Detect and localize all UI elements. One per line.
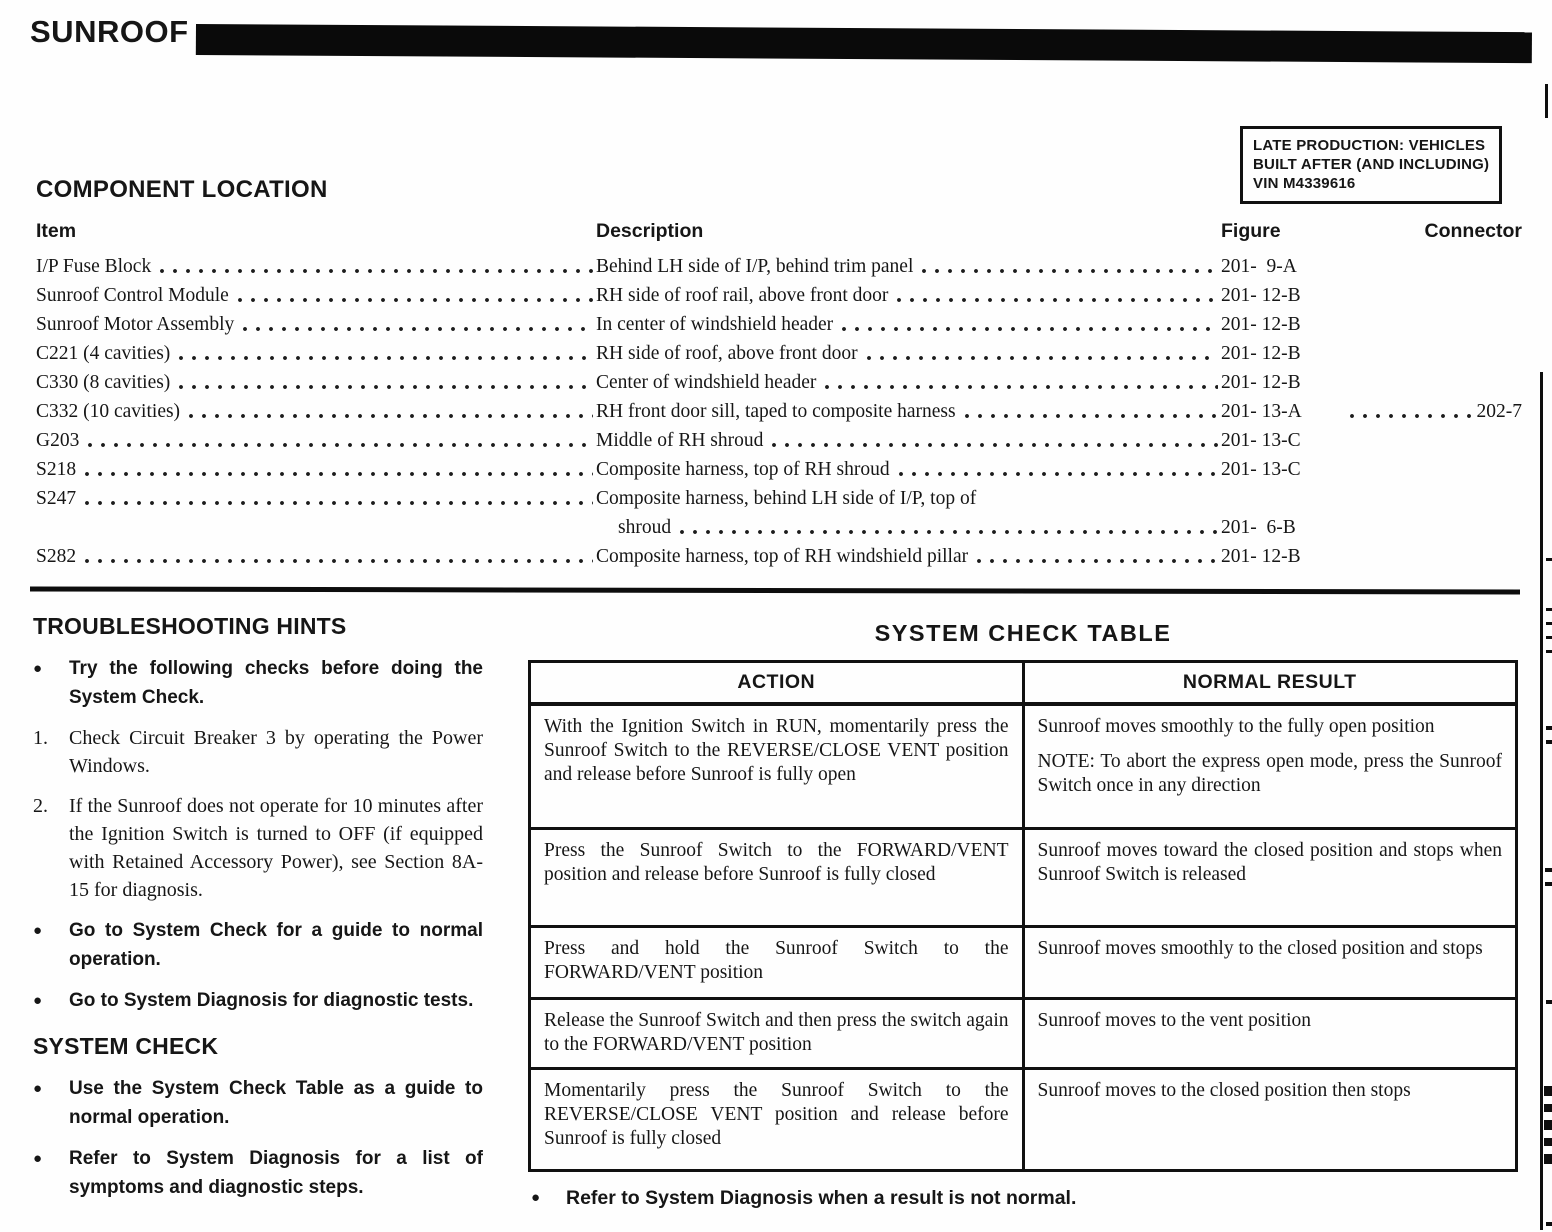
dot-leader	[160, 269, 593, 273]
list-item-text: Use the System Check Table as a guide to normal operation.	[69, 1078, 483, 1128]
bullet-icon: ●	[33, 660, 43, 677]
table-row	[530, 704, 1517, 829]
action-text: Momentarily press the Sunroof Switch to the REVERSE/CLOSE VENT position and release before Sunroof is fully closed	[544, 1080, 1009, 1149]
connector-cell: 202-7	[1476, 401, 1522, 422]
table-row	[530, 927, 1517, 999]
table-footnote	[528, 1187, 1518, 1210]
dot-leader	[772, 443, 1218, 447]
list-item-text: Check Circuit Breaker 3 by operating the Power Windows.	[69, 727, 483, 777]
table-row	[36, 484, 1522, 513]
bullet-icon: ●	[33, 1080, 43, 1097]
dot-leader	[965, 414, 1218, 418]
table-row	[36, 426, 1522, 455]
scan-edge-artifact	[1546, 1000, 1552, 1004]
section-divider	[30, 586, 1520, 594]
action-text: Release the Sunroof Switch and then press the switch again to the FORWARD/VENT position	[544, 1010, 1009, 1055]
description-cell: Composite harness, top of RH windshield pillar	[596, 546, 969, 567]
scan-edge-artifact	[1540, 372, 1543, 1230]
list-item-text: Go to System Diagnosis for diagnostic tests.	[69, 990, 474, 1011]
dot-leader	[88, 443, 593, 447]
table-row	[36, 455, 1522, 484]
figure-cell: 201- 12-B	[1221, 546, 1301, 567]
late-production-line: LATE PRODUCTION: VEHICLES	[1253, 137, 1486, 154]
section-heading: SYSTEM CHECK	[33, 1033, 219, 1059]
dot-leader	[897, 298, 1218, 302]
item-cell: S218	[36, 459, 77, 480]
header-black-bar	[196, 24, 1532, 63]
dot-leader	[922, 269, 1218, 273]
scan-edge-artifact	[1545, 84, 1548, 118]
figure-cell: 201- 13-A	[1221, 401, 1302, 422]
result-note: NOTE: To abort the express open mode, press the Sunroof Switch once in any direction	[1037, 751, 1502, 796]
component-table-header	[36, 220, 1522, 243]
dot-leader	[179, 356, 593, 360]
result-cell	[1023, 927, 1517, 999]
action-text: With the Ignition Switch in RUN, momentarily press the Sunroof Switch to the REVERSE/CLOSE VENT position and release before Sunroof is fully open	[544, 716, 1009, 785]
figure-cell: 201- 13-C	[1221, 459, 1301, 480]
dot-leader	[842, 327, 1218, 331]
dot-leader	[85, 501, 593, 505]
description-cell: RH side of roof, above front door	[596, 343, 858, 364]
dot-leader	[867, 356, 1218, 360]
footnote-text: Refer to System Diagnosis when a result is not normal.	[566, 1187, 1077, 1209]
action-text: Press the Sunroof Switch to the FORWARD/VENT position and release before Sunroof is fully closed	[544, 840, 1009, 885]
bullet-icon: ●	[33, 1150, 43, 1167]
scan-edge-artifact	[1546, 1222, 1552, 1226]
list-item-text: Try the following checks before doing the System Check.	[69, 658, 483, 708]
scan-edge-artifact	[1544, 1086, 1552, 1096]
table-row	[530, 999, 1517, 1069]
list-item	[33, 724, 485, 780]
table-row	[36, 252, 1522, 281]
figure-cell: 201- 12-B	[1221, 285, 1301, 306]
action-cell	[530, 704, 1024, 829]
table-title: SYSTEM CHECK TABLE	[874, 620, 1172, 646]
figure-cell: 201- 12-B	[1221, 343, 1301, 364]
description-cell: shroud	[618, 517, 672, 538]
figure-cell: 201- 9-A	[1221, 256, 1297, 277]
action-cell	[530, 927, 1024, 999]
column-header-action: ACTION	[530, 662, 1024, 705]
list-item	[33, 654, 485, 712]
table-row	[530, 1069, 1517, 1171]
scan-edge-artifact	[1546, 650, 1552, 653]
result-text: Sunroof moves toward the closed position and stops when Sunroof Switch is released	[1037, 840, 1502, 885]
column-header-description: Description	[596, 220, 704, 242]
scan-edge-artifact	[1546, 622, 1552, 625]
scan-edge-artifact	[1546, 740, 1552, 744]
scan-edge-artifact	[1546, 636, 1552, 639]
scan-edge-artifact	[1546, 608, 1552, 611]
item-cell: Sunroof Control Module	[36, 285, 229, 306]
list-item	[33, 792, 485, 904]
table-row-continuation	[36, 513, 1522, 542]
table-row	[36, 542, 1522, 571]
item-cell: C332 (10 cavities)	[36, 401, 181, 422]
table-row	[530, 829, 1517, 927]
dot-leader	[189, 414, 593, 418]
dot-leader	[85, 472, 593, 476]
dot-leader	[680, 530, 1218, 534]
bullet-icon: ●	[531, 1189, 541, 1206]
result-cell	[1023, 704, 1517, 829]
figure-cell: 201- 12-B	[1221, 372, 1301, 393]
column-header-connector: Connector	[1424, 220, 1522, 242]
list-item	[33, 1074, 485, 1132]
description-cell: RH side of roof rail, above front door	[596, 285, 889, 306]
item-cell: S247	[36, 488, 77, 509]
result-cell	[1023, 829, 1517, 927]
late-production-line: BUILT AFTER (AND INCLUDING)	[1253, 156, 1490, 173]
scan-edge-artifact	[1544, 1120, 1552, 1130]
dot-leader	[85, 559, 593, 563]
description-cell: Middle of RH shroud	[596, 430, 764, 451]
section-heading: COMPONENT LOCATION	[36, 176, 328, 203]
item-cell: I/P Fuse Block	[36, 256, 152, 277]
description-cell: Center of windshield header	[596, 372, 817, 393]
dot-leader	[899, 472, 1218, 476]
dot-leader	[179, 385, 593, 389]
table-row	[36, 281, 1522, 310]
column-header-figure: Figure	[1221, 220, 1281, 242]
page-title: SUNROOF	[30, 14, 189, 49]
description-cell: Behind LH side of I/P, behind trim panel	[596, 256, 914, 277]
list-number: 1.	[33, 727, 48, 749]
dot-leader	[977, 559, 1218, 563]
troubleshooting-hints-section	[33, 613, 485, 1027]
dot-leader	[238, 298, 593, 302]
list-item	[33, 986, 485, 1015]
scan-edge-artifact	[1545, 868, 1552, 872]
list-number: 2.	[33, 795, 48, 817]
result-text: Sunroof moves to the vent position	[1037, 1010, 1312, 1031]
result-cell	[1023, 1069, 1517, 1171]
column-header-item: Item	[36, 220, 77, 242]
description-cell: Composite harness, top of RH shroud	[596, 459, 890, 480]
scan-edge-artifact	[1544, 1104, 1552, 1112]
scan-edge-artifact	[1545, 882, 1552, 886]
item-cell: G203	[36, 430, 80, 451]
scan-edge-artifact	[1544, 1138, 1552, 1146]
scan-edge-artifact	[1544, 1154, 1552, 1164]
item-cell: C221 (4 cavities)	[36, 343, 171, 364]
result-text: Sunroof moves smoothly to the fully open position	[1037, 716, 1435, 737]
action-cell	[530, 999, 1024, 1069]
table-row	[36, 397, 1522, 426]
system-check-table	[528, 660, 1518, 1172]
figure-cell: 201- 12-B	[1221, 314, 1301, 335]
column-header-normal-result: NORMAL RESULT	[1023, 662, 1517, 705]
bullet-icon: ●	[33, 992, 43, 1009]
section-heading: TROUBLESHOOTING HINTS	[33, 613, 347, 639]
dot-leader	[1350, 414, 1474, 418]
dot-leader	[243, 327, 593, 331]
system-check-section	[33, 1033, 485, 1214]
action-cell	[530, 829, 1024, 927]
list-item-text: If the Sunroof does not operate for 10 minutes after the Ignition Switch is turned to OFF (if equipped with Retained Accessory Power), see Section 8A-15 for diagnosis.	[69, 795, 483, 901]
list-item-text: Refer to System Diagnosis for a list of symptoms and diagnostic steps.	[69, 1148, 483, 1198]
system-check-table-block	[528, 620, 1518, 1210]
action-text: Press and hold the Sunroof Switch to the FORWARD/VENT position	[544, 938, 1009, 983]
table-row	[36, 339, 1522, 368]
action-cell	[530, 1069, 1024, 1171]
scan-edge-artifact	[1546, 558, 1552, 561]
item-cell: C330 (8 cavities)	[36, 372, 171, 393]
description-cell: RH front door sill, taped to composite harness	[596, 401, 956, 422]
result-cell	[1023, 999, 1517, 1069]
figure-cell: 201- 6-B	[1221, 517, 1296, 538]
list-item	[33, 916, 485, 974]
figure-cell: 201- 13-C	[1221, 430, 1301, 451]
late-production-line: VIN M4339616	[1253, 175, 1356, 192]
bullet-icon: ●	[33, 922, 43, 939]
description-cell: In center of windshield header	[596, 314, 834, 335]
list-item	[33, 1144, 485, 1202]
result-text: Sunroof moves to the closed position then stops	[1037, 1080, 1411, 1101]
table-header-row	[530, 662, 1517, 705]
table-row	[36, 368, 1522, 397]
description-cell: Composite harness, behind LH side of I/P, top of	[596, 488, 977, 509]
table-row	[36, 310, 1522, 339]
scan-edge-artifact	[1546, 726, 1552, 730]
result-text: Sunroof moves smoothly to the closed position and stops	[1037, 938, 1483, 959]
list-item-text: Go to System Check for a guide to normal operation.	[69, 920, 483, 970]
item-cell: S282	[36, 546, 77, 567]
item-cell: Sunroof Motor Assembly	[36, 314, 235, 335]
component-location-section	[36, 176, 1522, 571]
dot-leader	[825, 385, 1218, 389]
